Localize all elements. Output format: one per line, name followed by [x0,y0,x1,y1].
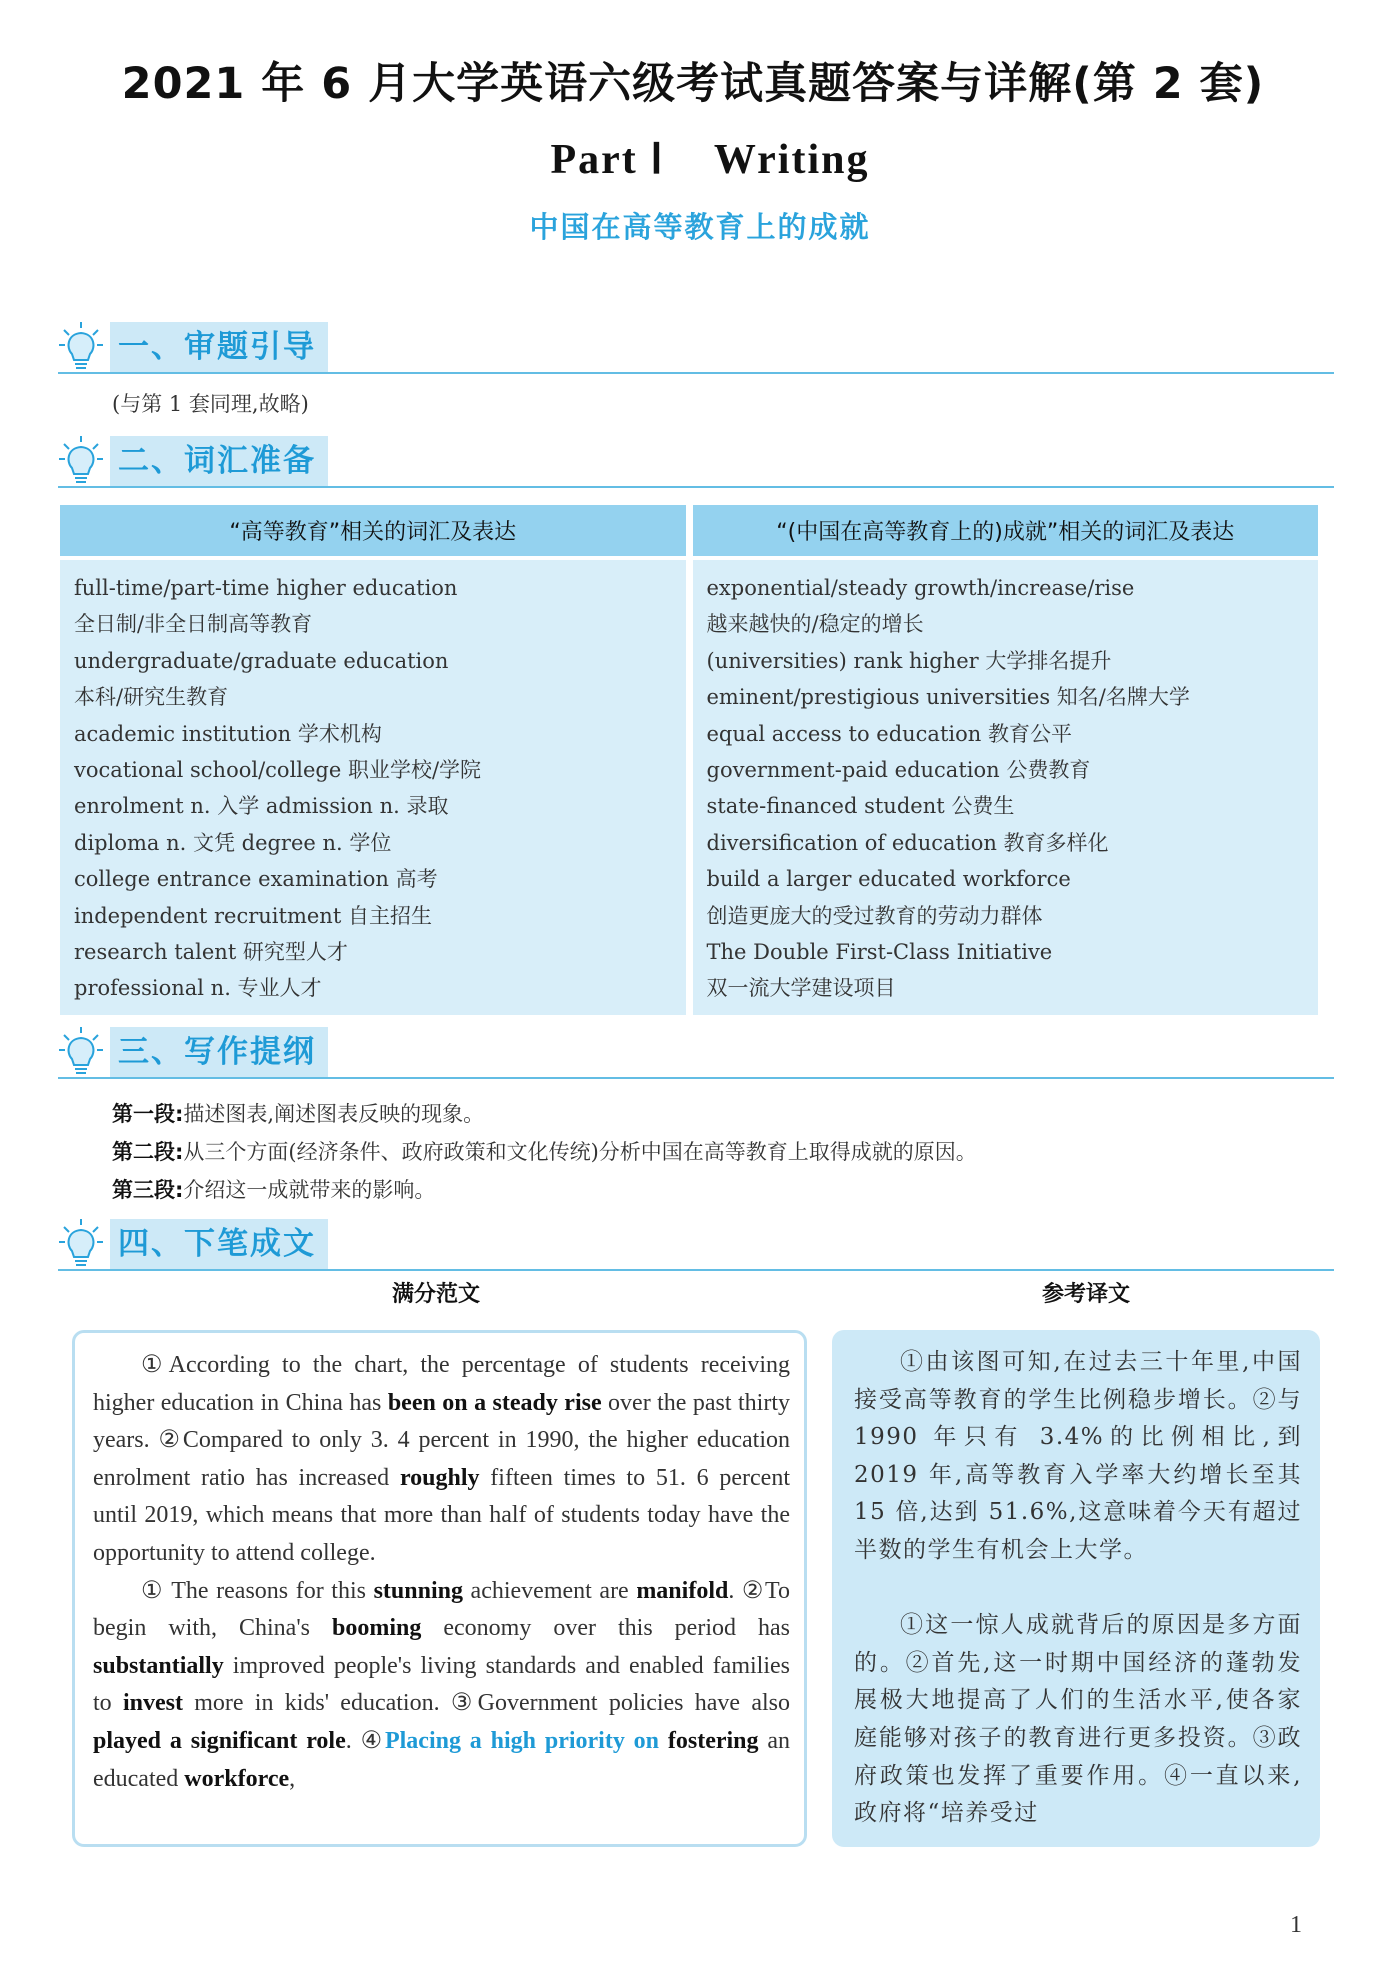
essay-text: achievement are [462,1577,637,1604]
vocab-item: 创造更庞大的受过教育的劳动力群体 [706,903,1043,928]
essay-text: over the past thirty years. ②Compared to only 3. 4 percent in 1990, the higher education enrolment ratio has increased [93,1389,791,1491]
vocab-item: full-time/part-time higher education [74,576,458,600]
vocabulary-table [53,505,1325,1015]
keyword: workforce [184,1765,290,1792]
keyword: been on a steady rise [387,1389,602,1416]
section-header-2 [58,436,1334,488]
lightbulb-icon [58,320,104,374]
keyword: invest [122,1690,183,1717]
translation-paragraph-1: ①由该图可知,在过去三十年里,中国接受高等教育的学生比例稳步增长。②与 1990 年只有 3.4%的比例相比,到 2019 年,高等教育入学率大约增长至其 15 倍,达到 51.6%,这意味着今天有超过半数的学生有机会上大学。 [854,1349,1302,1563]
vocab-item: vocational school/college 职业学校/学院 [74,758,482,783]
keyword: booming [332,1615,422,1642]
vocab-left-column [60,560,686,1015]
vocab-item: research talent 研究型人才 [74,940,348,965]
essay-text: ① The reasons for this [141,1577,374,1604]
lightbulb-icon [58,434,104,488]
section-title: 三、写作提纲 [110,1027,328,1077]
keyword: played a significant role [93,1727,346,1754]
outline-text: 从三个方面(经济条件、政府政策和文化传统)分析中国在高等教育上取得成就的原因。 [183,1140,977,1164]
vocab-item: college entrance examination 高考 [74,867,438,892]
vocab-right-header: “(中国在高等教育上的)成就”相关的词汇及表达 [693,505,1319,560]
outline-item [112,1171,977,1209]
outline-label: 第三段: [112,1178,184,1202]
vocab-item: eminent/prestigious universities 知名/名牌大学 [706,685,1190,710]
translation-paragraph-2: ①这一惊人成就背后的原因是多方面的。②首先,这一时期中国经济的蓬勃发展极大地提高了人们的生活水平,使各家庭能够对孩子的教育进行更多投资。③政府政策也发挥了重要作用。④一直以来,政府将“培养受过 [854,1612,1302,1827]
keyword: roughly [399,1464,480,1491]
divider [58,486,1334,488]
vocab-item: undergraduate/graduate education [74,648,449,673]
section-header-3 [58,1027,1334,1079]
essay-paragraph-2 [93,1573,790,1799]
vocab-item: 越来越快的/稳定的增长 [706,612,924,637]
essay-text: . ④ [345,1727,385,1754]
outline-item [112,1095,977,1133]
essay-text: , [289,1765,296,1792]
divider [58,372,1334,374]
vocab-item: 全日制/非全日制高等教育 [74,612,313,637]
part-title: Part Ⅰ Writing [550,137,870,183]
vocab-right-column [693,560,1319,1015]
section-header-1 [58,322,1334,374]
essay-paragraph-1 [93,1347,790,1573]
document-title: 2021 年 6 月大学英语六级考试真题答案与详解(第 2 套) [121,59,1265,109]
translation-column-title: 参考译文 [1042,1282,1131,1307]
essay-text: ①According to the chart, the percentage of students receiving higher education in China has [93,1352,790,1416]
vocab-item: 本科/研究生教育 [74,685,229,710]
section-title: 二、词汇准备 [110,436,328,486]
vocab-left-header: “高等教育”相关的词汇及表达 [60,505,686,560]
vocab-item: enrolment n. 入学 admission n. 录取 [74,794,449,819]
vocab-item: academic institution 学术机构 [74,721,382,746]
keyword: fostering [667,1727,759,1754]
keyword: stunning [373,1577,463,1604]
model-essay [72,1330,807,1847]
vocab-item: exponential/steady growth/increase/rise [706,576,1135,600]
vocab-item: independent recruitment 自主招生 [74,903,432,928]
keyword: manifold [636,1577,729,1604]
vocab-item: 双一流大学建设项目 [706,976,896,1001]
page-number: 1 [1290,1912,1302,1938]
outline-item [112,1133,977,1171]
outline-text: 介绍这一成就带来的影响。 [183,1178,436,1202]
writing-outline [112,1095,977,1209]
vocab-item: equal access to education 教育公平 [706,721,1072,746]
vocab-item: The Double First-Class Initiative [706,940,1053,965]
essay-text: more in kids' education. ③Government policies have also [182,1690,790,1717]
section-header-4 [58,1219,1334,1271]
vocab-item: diversification of education 教育多样化 [706,830,1109,855]
section-1-note: (与第 1 套同理,故略) [112,392,309,416]
section-title: 四、下笔成文 [110,1219,328,1269]
outline-text: 描述图表,阐述图表反映的现象。 [183,1102,485,1126]
vocab-item: professional n. 专业人才 [74,976,322,1001]
keyword: substantially [93,1652,224,1679]
divider [58,1269,1334,1271]
highlight-phrase: Placing a high priority on [384,1727,660,1754]
essay-text: an educated [93,1727,791,1792]
essay-text: economy over this period has [421,1615,790,1642]
vocab-item: (universities) rank higher 大学排名提升 [706,648,1112,673]
outline-label: 第二段: [112,1140,184,1164]
outline-label: 第一段: [112,1102,184,1126]
lightbulb-icon [58,1025,104,1079]
essay-topic: 中国在高等教育上的成就 [529,210,871,244]
essay-text: fifteen times to 51. 6 percent until 2019, which means that more than half of students today have the opportunity to attend college. [93,1464,791,1566]
essay-text: . ②To begin with, China's [93,1577,791,1642]
essay-text [659,1728,668,1754]
divider [58,1077,1334,1079]
vocab-item: government-paid education 公费教育 [706,758,1091,783]
section-title: 一、审题引导 [110,322,328,372]
vocab-item: state-financed student 公费生 [706,794,1015,819]
lightbulb-icon [58,1217,104,1271]
vocab-item: diploma n. 文凭 degree n. 学位 [74,830,392,855]
vocab-item: build a larger educated workforce [706,867,1071,892]
essay-column-title: 满分范文 [392,1282,481,1307]
reference-translation [832,1330,1320,1847]
essay-text: improved people's living standards and enabled families to [93,1652,790,1717]
